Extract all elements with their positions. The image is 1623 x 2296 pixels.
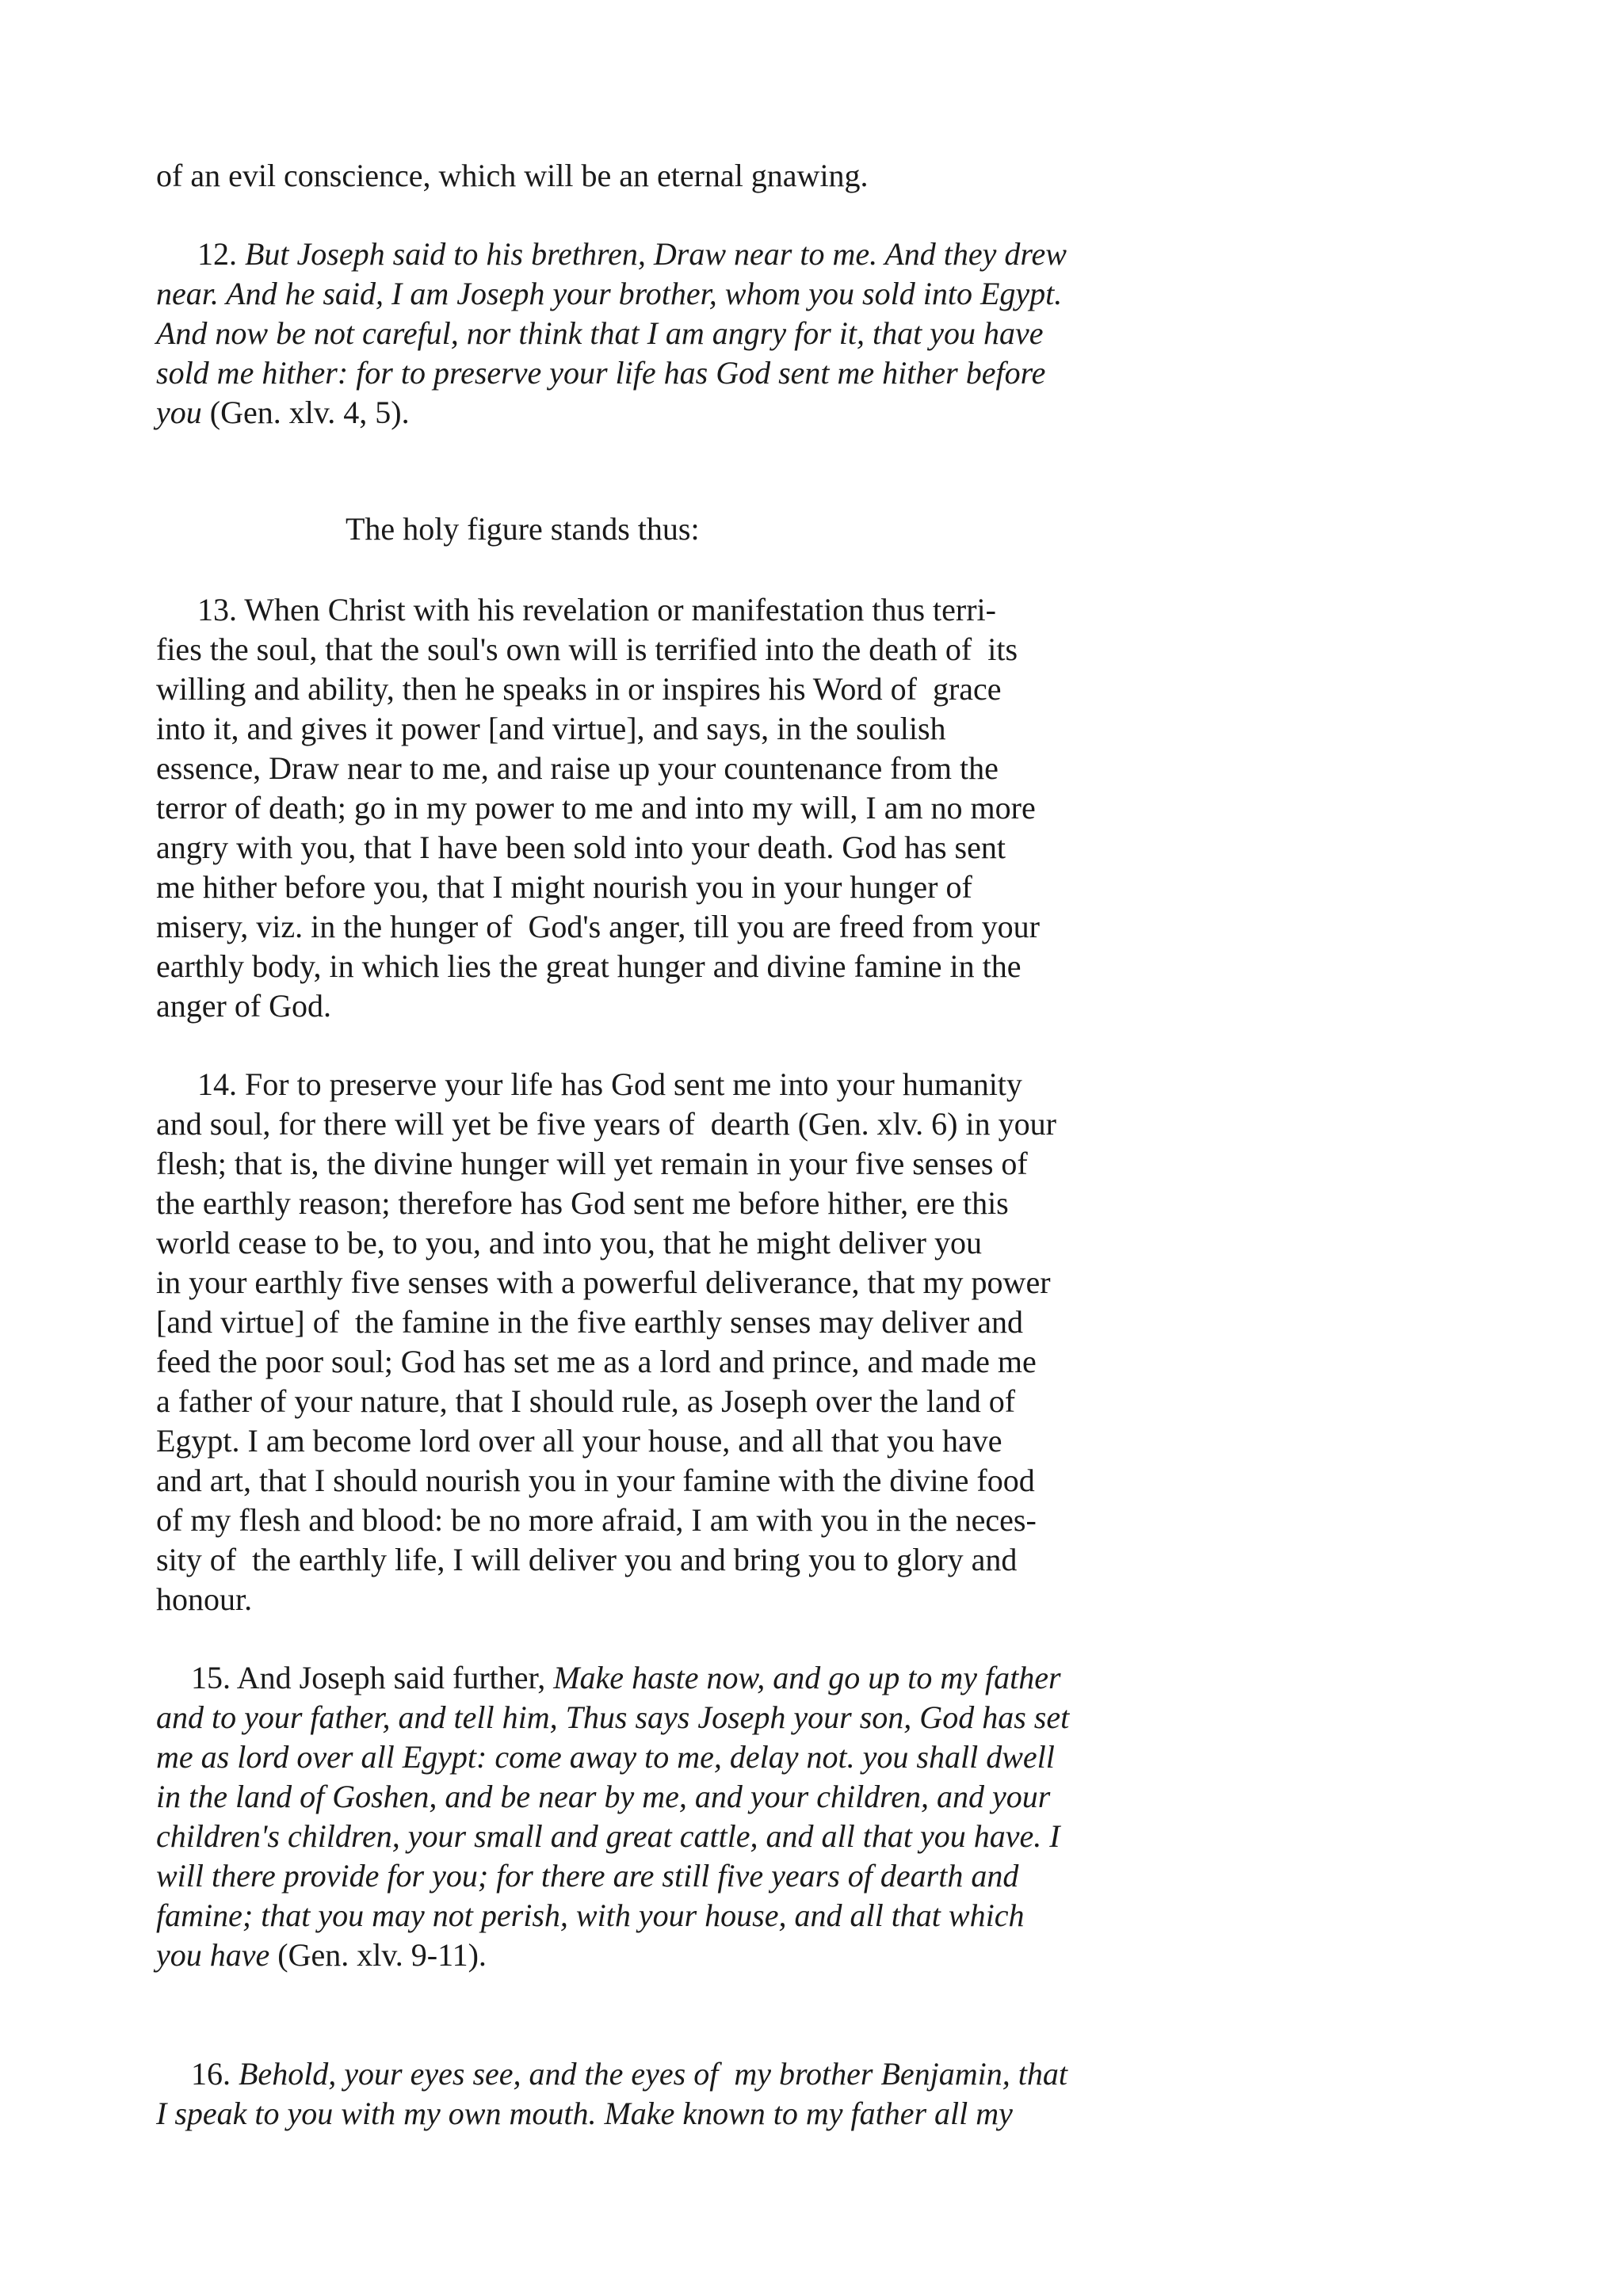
text-line: willing and ability, then he speaks in or inspires his Word of grace (156, 671, 1002, 707)
lead-text: 15. And Joseph said further, (191, 1660, 546, 1695)
quote-line: and to your father, and tell him, Thus says Joseph your son, God has set (156, 1699, 1070, 1735)
quote-line: sold me hither: for to preserve your life has God sent me hither before (156, 355, 1046, 391)
text-line: of my flesh and blood: be no more afraid, I am with you in the neces- (156, 1502, 1037, 1538)
continuation-paragraph (156, 156, 1139, 196)
text-line: terror of death; go in my power to me and into my will, I am no more (156, 790, 1036, 826)
text-line: and soul, for there will yet be five years of dearth (Gen. xlv. 6) in your (156, 1106, 1056, 1142)
quote-line: me as lord over all Egypt: come away to me, delay not. you shall dwell (156, 1739, 1055, 1775)
text-line: me hither before you, that I might nourish you in your hunger of (156, 869, 972, 905)
quote-text: But Joseph said to his brethren, Draw near to me. And they drew (245, 236, 1067, 272)
paragraph-14 (156, 1065, 1139, 1619)
quote-text: you have (156, 1937, 270, 1973)
paragraph-15 (156, 1658, 1139, 1975)
quote-text: Make haste now, and go up to my father (553, 1660, 1061, 1695)
text-line: 13. When Christ with his revelation or manifestation thus terri- (197, 592, 996, 627)
text-line (156, 1936, 1139, 1975)
text-line: earthly body, in which lies the great hunger and divine famine in the (156, 948, 1022, 984)
text-line: world cease to be, to you, and into you, that he might deliver you (156, 1225, 982, 1261)
text-line: fies the soul, that the soul's own will is terrified into the death of its (156, 631, 1018, 667)
text-line: [and virtue] of the famine in the five earthly senses may deliver and (156, 1304, 1024, 1340)
quote-line: And now be not careful, nor think that I am angry for it, that you have (156, 315, 1044, 351)
text-line: into it, and gives it power [and virtue], and says, in the soulish (156, 711, 946, 746)
text-line: and art, that I should nourish you in your famine with the divine food (156, 1463, 1035, 1498)
text-line (156, 393, 1139, 433)
quote-line: children's children, your small and great cattle, and all that you have. I (156, 1818, 1060, 1854)
paragraph-number: 16. (191, 2056, 231, 2092)
text-line: a father of your nature, that I should rule, as Joseph over the land of (156, 1383, 1016, 1419)
text-line: honour. (156, 1581, 253, 1617)
text-line (156, 2054, 1139, 2094)
text-line: Egypt. I am become lord over all your house, and all that you have (156, 1423, 1002, 1459)
text-line: 14. For to preserve your life has God sent me into your humanity (197, 1066, 1022, 1102)
text-line: essence, Draw near to me, and raise up your countenance from the (156, 750, 999, 786)
text-line (156, 235, 1139, 274)
section-heading: The holy figure stands thus: (346, 511, 700, 547)
text-line: in your earthly five senses with a powerful deliverance, that my power (156, 1264, 1051, 1300)
paragraph-13 (156, 590, 1139, 1026)
text-line: flesh; that is, the divine hunger will yet remain in your five senses of (156, 1146, 1028, 1181)
text-line: misery, viz. in the hunger of God's anger, till you are freed from your (156, 909, 1040, 944)
quote-line: in the land of Goshen, and be near by me, and your children, and your (156, 1779, 1051, 1814)
paragraph-number: 12. (197, 236, 237, 272)
text-line: the earthly reason; therefore has God sent me before hither, ere this (156, 1185, 1009, 1221)
text-line: anger of God. (156, 988, 332, 1024)
paragraph-12 (156, 235, 1139, 433)
text-line: of an evil conscience, which will be an eternal gnawing. (156, 158, 869, 193)
quote-line: I speak to you with my own mouth. Make known to my father all my (156, 2096, 1013, 2131)
text-line (156, 1658, 1139, 1698)
quote-line: will there provide for you; for there are still five years of dearth and (156, 1858, 1019, 1894)
text-line: angry with you, that I have been sold into your death. God has sent (156, 830, 1006, 865)
scripture-reference: (Gen. xlv. 4, 5). (209, 395, 410, 430)
quote-line: famine; that you may not perish, with your house, and all that which (156, 1897, 1025, 1933)
quote-line: near. And he said, I am Joseph your brother, whom you sold into Egypt. (156, 276, 1063, 311)
quote-text: Behold, your eyes see, and the eyes of my brother Benjamin, that (239, 2056, 1068, 2092)
text-line: sity of the earthly life, I will deliver you and bring you to glory and (156, 1542, 1018, 1577)
quote-text: you (156, 395, 202, 430)
scripture-reference: (Gen. xlv. 9-11). (277, 1937, 487, 1973)
paragraph-16 (156, 2054, 1139, 2134)
text-line: feed the poor soul; God has set me as a lord and prince, and made me (156, 1344, 1037, 1379)
